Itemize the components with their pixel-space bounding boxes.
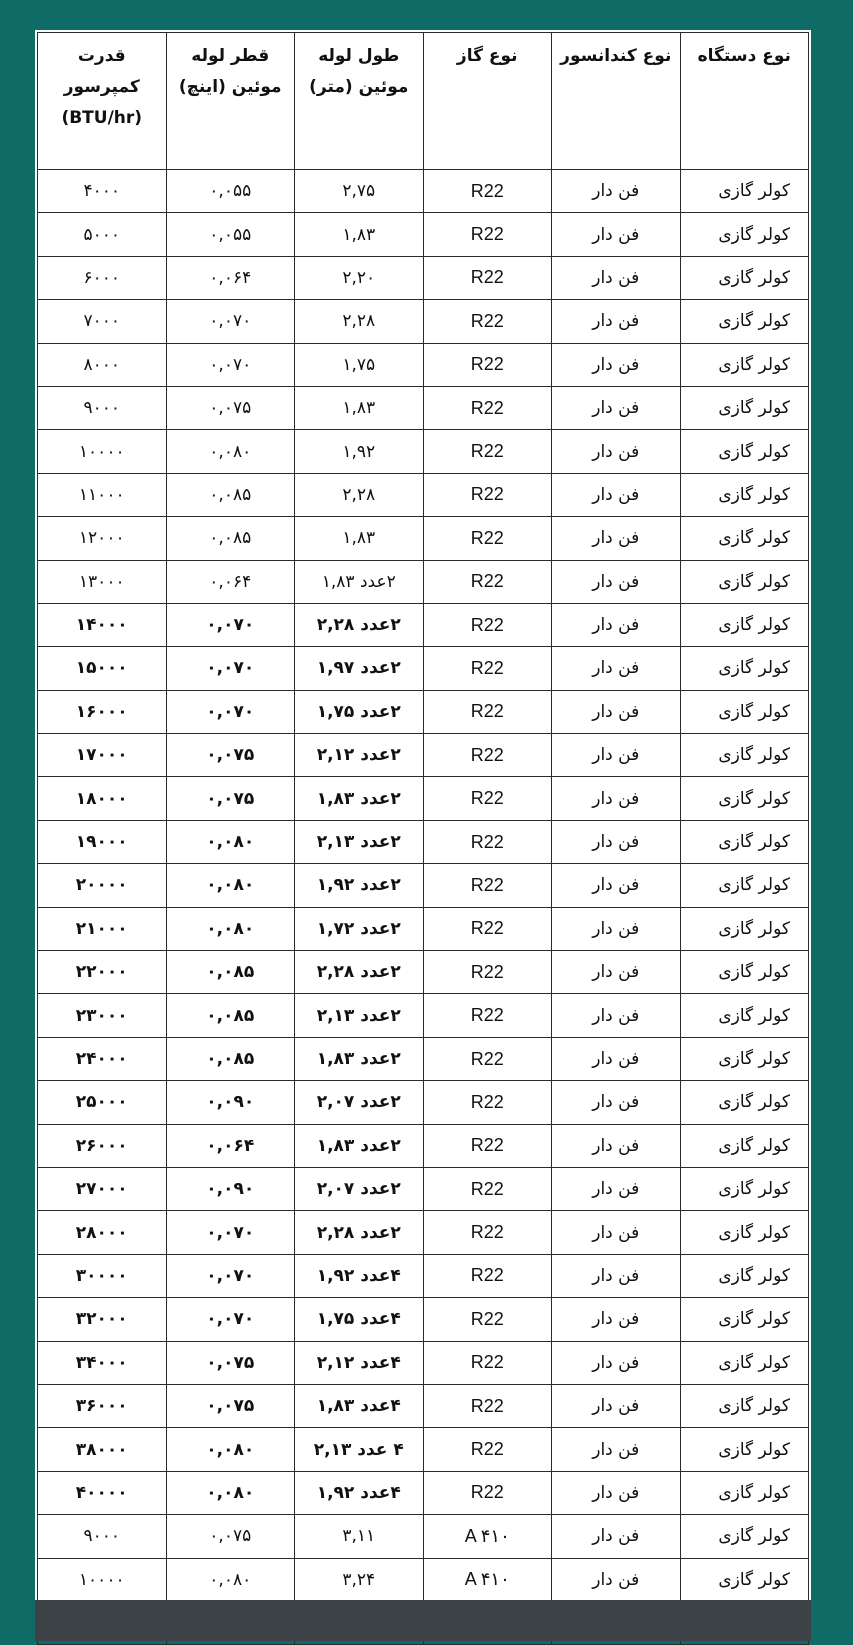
cell-tube-length: ۲عدد ۲,۰۷ — [295, 1167, 424, 1210]
table-row — [38, 864, 809, 907]
cell-tube-length: ۴عدد ۱,۹۲ — [295, 1471, 424, 1514]
cell-condenser-type: فن دار — [552, 690, 681, 733]
cell-compressor-power: ۲۷۰۰۰ — [38, 1167, 167, 1210]
cell-tube-diameter: ۰,۰۷۵ — [166, 1341, 295, 1384]
cell-gas-type: R22 — [423, 1254, 552, 1297]
cell-device-type: کولر گازی — [680, 1471, 809, 1514]
cell-gas-type: R22 — [423, 777, 552, 820]
cell-condenser-type: فن دار — [552, 386, 681, 429]
cell-gas-type: R22 — [423, 1428, 552, 1471]
table-row — [38, 1124, 809, 1167]
cell-compressor-power: ۳۴۰۰۰ — [38, 1341, 167, 1384]
table-row — [38, 734, 809, 777]
cell-condenser-type: فن دار — [552, 213, 681, 256]
cell-condenser-type: فن دار — [552, 300, 681, 343]
cell-gas-type: R22 — [423, 1037, 552, 1080]
cell-tube-length: ۲,۷۵ — [295, 170, 424, 213]
cell-gas-type: R22 — [423, 994, 552, 1037]
table-row — [38, 994, 809, 1037]
cell-tube-length: ۲عدد ۱,۸۳ — [295, 560, 424, 603]
cell-tube-length: ۲عدد ۲,۱۳ — [295, 994, 424, 1037]
cell-condenser-type: فن دار — [552, 473, 681, 516]
cell-gas-type: R22 — [423, 473, 552, 516]
cell-compressor-power: ۳۶۰۰۰ — [38, 1384, 167, 1427]
cell-condenser-type: فن دار — [552, 734, 681, 777]
cell-tube-diameter: ۰,۰۷۰ — [166, 1211, 295, 1254]
cell-tube-diameter: ۰,۰۸۰ — [166, 820, 295, 863]
cell-device-type: کولر گازی — [680, 1254, 809, 1297]
cell-device-type: کولر گازی — [680, 473, 809, 516]
cell-tube-length: ۲عدد ۲,۱۳ — [295, 820, 424, 863]
cell-compressor-power: ۲۱۰۰۰ — [38, 907, 167, 950]
table-row — [38, 777, 809, 820]
cell-tube-diameter: ۰,۰۸۰ — [166, 430, 295, 473]
cell-tube-diameter: ۰,۰۷۵ — [166, 1515, 295, 1558]
cell-tube-diameter: ۰,۰۶۴ — [166, 560, 295, 603]
cell-gas-type: R22 — [423, 690, 552, 733]
cell-condenser-type: فن دار — [552, 1124, 681, 1167]
cell-device-type: کولر گازی — [680, 1298, 809, 1341]
table-row — [38, 603, 809, 646]
cell-tube-length: ۲,۲۰ — [295, 256, 424, 299]
cell-tube-diameter: ۰,۰۵۵ — [166, 170, 295, 213]
cell-tube-length: ۲عدد ۲,۲۸ — [295, 951, 424, 994]
cell-condenser-type: فن دار — [552, 907, 681, 950]
cell-compressor-power: ۲۵۰۰۰ — [38, 1081, 167, 1124]
cell-tube-length: ۲عدد ۲,۱۲ — [295, 734, 424, 777]
cell-device-type: کولر گازی — [680, 170, 809, 213]
cell-condenser-type: فن دار — [552, 1384, 681, 1427]
cell-tube-diameter: ۰,۰۷۵ — [166, 1384, 295, 1427]
header-row — [38, 33, 809, 170]
table-row — [38, 1558, 809, 1601]
cell-compressor-power: ۳۸۰۰۰ — [38, 1428, 167, 1471]
table-row — [38, 690, 809, 733]
cell-tube-diameter: ۰,۰۹۰ — [166, 1081, 295, 1124]
cell-device-type: کولر گازی — [680, 994, 809, 1037]
cell-tube-length: ۲عدد ۱,۸۳ — [295, 1037, 424, 1080]
cell-compressor-power: ۵۰۰۰ — [38, 213, 167, 256]
cell-condenser-type: فن دار — [552, 864, 681, 907]
cell-compressor-power: ۱۹۰۰۰ — [38, 820, 167, 863]
cell-tube-diameter: ۰,۰۷۰ — [166, 1298, 295, 1341]
cell-gas-type: R22 — [423, 1341, 552, 1384]
cell-tube-diameter: ۰,۰۷۵ — [166, 777, 295, 820]
cell-tube-length: ۱,۸۳ — [295, 213, 424, 256]
table-row — [38, 300, 809, 343]
cell-compressor-power: ۷۰۰۰ — [38, 300, 167, 343]
cell-device-type: کولر گازی — [680, 517, 809, 560]
cell-compressor-power: ۱۴۰۰۰ — [38, 603, 167, 646]
cell-device-type: کولر گازی — [680, 1428, 809, 1471]
cell-tube-length: ۴عدد ۱,۸۳ — [295, 1384, 424, 1427]
cell-device-type: کولر گازی — [680, 1384, 809, 1427]
cell-compressor-power: ۱۸۰۰۰ — [38, 777, 167, 820]
cell-device-type: کولر گازی — [680, 386, 809, 429]
table-row — [38, 473, 809, 516]
cell-tube-diameter: ۰,۰۸۵ — [166, 994, 295, 1037]
cell-condenser-type: فن دار — [552, 1254, 681, 1297]
cell-tube-diameter: ۰,۰۷۰ — [166, 1254, 295, 1297]
cell-tube-length: ۱,۸۳ — [295, 386, 424, 429]
cell-gas-type: R22 — [423, 907, 552, 950]
cell-gas-type: R22 — [423, 386, 552, 429]
cell-condenser-type: فن دار — [552, 1081, 681, 1124]
cell-tube-diameter: ۰,۰۵۵ — [166, 213, 295, 256]
cell-condenser-type: فن دار — [552, 777, 681, 820]
cell-condenser-type: فن دار — [552, 170, 681, 213]
cell-gas-type: R22 — [423, 1081, 552, 1124]
cell-gas-type: R22 — [423, 560, 552, 603]
cell-gas-type: R22 — [423, 734, 552, 777]
cell-compressor-power: ۱۶۰۰۰ — [38, 690, 167, 733]
cell-compressor-power: ۹۰۰۰ — [38, 1515, 167, 1558]
cell-device-type: کولر گازی — [680, 256, 809, 299]
cell-compressor-power: ۴۰۰۰ — [38, 170, 167, 213]
table-row — [38, 1384, 809, 1427]
cell-tube-diameter: ۰,۰۶۴ — [166, 1124, 295, 1167]
cell-tube-length: ۳,۲۴ — [295, 1558, 424, 1601]
cell-condenser-type: فن دار — [552, 256, 681, 299]
cell-tube-length: ۲عدد ۲,۲۸ — [295, 1211, 424, 1254]
cell-device-type: کولر گازی — [680, 1515, 809, 1558]
cell-device-type: کولر گازی — [680, 343, 809, 386]
cell-tube-diameter: ۰,۰۷۰ — [166, 343, 295, 386]
header-tube-length: طول لوله موئین (متر) — [295, 33, 424, 170]
cell-gas-type: R22 — [423, 603, 552, 646]
cell-gas-type: R22 — [423, 1384, 552, 1427]
table-row — [38, 343, 809, 386]
cell-device-type: کولر گازی — [680, 1558, 809, 1601]
cell-tube-diameter: ۰,۰۶۴ — [166, 256, 295, 299]
cell-tube-length: ۴عدد ۱,۹۲ — [295, 1254, 424, 1297]
table-row — [38, 170, 809, 213]
cell-condenser-type: فن دار — [552, 1037, 681, 1080]
header-compressor-power: قدرت کمپرسور (BTU/hr) — [38, 33, 167, 170]
cell-compressor-power: ۲۲۰۰۰ — [38, 951, 167, 994]
cell-tube-length: ۲عدد ۲,۰۷ — [295, 1081, 424, 1124]
cell-gas-type: R22 — [423, 170, 552, 213]
cell-device-type: کولر گازی — [680, 864, 809, 907]
cell-condenser-type: فن دار — [552, 1298, 681, 1341]
table-row — [38, 1211, 809, 1254]
header-device-type: نوع دستگاه — [680, 33, 809, 170]
cell-tube-length: ۴عدد ۲,۱۲ — [295, 1341, 424, 1384]
table-row — [38, 1037, 809, 1080]
cell-condenser-type: فن دار — [552, 1167, 681, 1210]
cell-gas-type: R22 — [423, 1167, 552, 1210]
cell-gas-type: R22 — [423, 951, 552, 994]
cell-compressor-power: ۳۲۰۰۰ — [38, 1298, 167, 1341]
cell-compressor-power: ۳۰۰۰۰ — [38, 1254, 167, 1297]
cell-tube-diameter: ۰,۰۸۰ — [166, 1428, 295, 1471]
header-tube-diameter: قطر لوله موئین (اینچ) — [166, 33, 295, 170]
cell-condenser-type: فن دار — [552, 517, 681, 560]
cell-tube-diameter: ۰,۰۸۵ — [166, 1037, 295, 1080]
header-condenser-type: نوع کندانسور — [552, 33, 681, 170]
cell-compressor-power: ۱۷۰۰۰ — [38, 734, 167, 777]
document-page — [35, 30, 811, 1622]
cell-gas-type: R22 — [423, 256, 552, 299]
cell-compressor-power: ۲۰۰۰۰ — [38, 864, 167, 907]
cell-gas-type: R22 — [423, 517, 552, 560]
cell-compressor-power: ۶۰۰۰ — [38, 256, 167, 299]
cell-compressor-power: ۴۰۰۰۰ — [38, 1471, 167, 1514]
cell-tube-diameter: ۰,۰۹۰ — [166, 1167, 295, 1210]
cell-condenser-type: فن دار — [552, 343, 681, 386]
cell-device-type: کولر گازی — [680, 213, 809, 256]
cell-gas-type: R22 — [423, 820, 552, 863]
cell-device-type: کولر گازی — [680, 603, 809, 646]
cell-compressor-power: ۱۲۰۰۰ — [38, 517, 167, 560]
cell-tube-length: ۲,۲۸ — [295, 473, 424, 516]
cell-gas-type: R22 — [423, 213, 552, 256]
cell-gas-type: R22 — [423, 1471, 552, 1514]
cell-tube-length: ۴عدد ۱,۷۵ — [295, 1298, 424, 1341]
table-row — [38, 647, 809, 690]
cell-tube-length: ۲عدد ۱,۸۳ — [295, 777, 424, 820]
cell-compressor-power: ۲۸۰۰۰ — [38, 1211, 167, 1254]
cell-device-type: کولر گازی — [680, 1037, 809, 1080]
table-row — [38, 386, 809, 429]
cell-gas-type: R22 — [423, 1211, 552, 1254]
cell-tube-diameter: ۰,۰۷۰ — [166, 647, 295, 690]
cell-device-type: کولر گازی — [680, 820, 809, 863]
cell-device-type: کولر گازی — [680, 734, 809, 777]
cell-device-type: کولر گازی — [680, 1167, 809, 1210]
cell-tube-diameter: ۰,۰۷۰ — [166, 690, 295, 733]
cell-device-type: کولر گازی — [680, 907, 809, 950]
table-row — [38, 1428, 809, 1471]
table-row — [38, 907, 809, 950]
table-row — [38, 820, 809, 863]
cell-device-type: کولر گازی — [680, 1124, 809, 1167]
capillary-tube-table — [37, 32, 809, 1645]
cell-tube-diameter: ۰,۰۸۰ — [166, 864, 295, 907]
cell-tube-length: ۱,۹۲ — [295, 430, 424, 473]
cell-device-type: کولر گازی — [680, 951, 809, 994]
cell-tube-diameter: ۰,۰۸۰ — [166, 1471, 295, 1514]
cell-compressor-power: ۸۰۰۰ — [38, 343, 167, 386]
cell-tube-length: ۲عدد ۱,۷۲ — [295, 907, 424, 950]
cell-gas-type: R22 — [423, 647, 552, 690]
cell-tube-diameter: ۰,۰۸۵ — [166, 951, 295, 994]
cell-compressor-power: ۱۰۰۰۰ — [38, 1558, 167, 1601]
cell-device-type: کولر گازی — [680, 1211, 809, 1254]
cell-gas-type: R22 — [423, 864, 552, 907]
cell-condenser-type: فن دار — [552, 1515, 681, 1558]
cell-condenser-type: فن دار — [552, 560, 681, 603]
table-row — [38, 560, 809, 603]
table-row — [38, 951, 809, 994]
cell-tube-diameter: ۰,۰۷۰ — [166, 300, 295, 343]
cell-compressor-power: ۱۱۰۰۰ — [38, 473, 167, 516]
cell-tube-length: ۲,۲۸ — [295, 300, 424, 343]
cell-compressor-power: ۱۳۰۰۰ — [38, 560, 167, 603]
cell-condenser-type: فن دار — [552, 1428, 681, 1471]
cell-gas-type: R22 — [423, 430, 552, 473]
cell-device-type: کولر گازی — [680, 777, 809, 820]
cell-compressor-power: ۱۰۰۰۰ — [38, 430, 167, 473]
cell-gas-type: R22 — [423, 1124, 552, 1167]
cell-condenser-type: فن دار — [552, 1341, 681, 1384]
cell-tube-length: ۲عدد ۲,۲۸ — [295, 603, 424, 646]
table-row — [38, 1167, 809, 1210]
cell-condenser-type: فن دار — [552, 820, 681, 863]
cell-condenser-type: فن دار — [552, 994, 681, 1037]
cell-gas-type: A ۴۱۰ — [423, 1515, 552, 1558]
cell-tube-diameter: ۰,۰۸۵ — [166, 517, 295, 560]
footer-bar — [35, 1600, 811, 1641]
cell-tube-length: ۳,۱۱ — [295, 1515, 424, 1558]
table-row — [38, 1081, 809, 1124]
cell-tube-length: ۲عدد ۱,۹۲ — [295, 864, 424, 907]
cell-condenser-type: فن دار — [552, 1211, 681, 1254]
cell-device-type: کولر گازی — [680, 560, 809, 603]
cell-tube-diameter: ۰,۰۷۰ — [166, 603, 295, 646]
cell-gas-type: A ۴۱۰ — [423, 1558, 552, 1601]
cell-device-type: کولر گازی — [680, 647, 809, 690]
cell-gas-type: R22 — [423, 300, 552, 343]
cell-condenser-type: فن دار — [552, 603, 681, 646]
cell-condenser-type: فن دار — [552, 1471, 681, 1514]
cell-condenser-type: فن دار — [552, 951, 681, 994]
table-row — [38, 1471, 809, 1514]
table-row — [38, 430, 809, 473]
cell-tube-diameter: ۰,۰۸۰ — [166, 907, 295, 950]
cell-tube-length: ۲عدد ۱,۸۳ — [295, 1124, 424, 1167]
cell-gas-type: R22 — [423, 343, 552, 386]
cell-condenser-type: فن دار — [552, 1558, 681, 1601]
cell-tube-length: ۲عدد ۱,۷۵ — [295, 690, 424, 733]
cell-tube-diameter: ۰,۰۸۵ — [166, 473, 295, 516]
cell-device-type: کولر گازی — [680, 1341, 809, 1384]
cell-tube-diameter: ۰,۰۸۰ — [166, 1558, 295, 1601]
cell-gas-type: R22 — [423, 1298, 552, 1341]
cell-tube-diameter: ۰,۰۷۵ — [166, 386, 295, 429]
cell-compressor-power: ۹۰۰۰ — [38, 386, 167, 429]
cell-compressor-power: ۲۶۰۰۰ — [38, 1124, 167, 1167]
cell-condenser-type: فن دار — [552, 430, 681, 473]
cell-device-type: کولر گازی — [680, 690, 809, 733]
table-row — [38, 1298, 809, 1341]
cell-tube-length: ۱,۷۵ — [295, 343, 424, 386]
cell-tube-length: ۲عدد ۱,۹۷ — [295, 647, 424, 690]
cell-device-type: کولر گازی — [680, 300, 809, 343]
cell-condenser-type: فن دار — [552, 647, 681, 690]
table-row — [38, 517, 809, 560]
table-row — [38, 1341, 809, 1384]
cell-device-type: کولر گازی — [680, 430, 809, 473]
cell-tube-length: ۴ عدد ۲,۱۳ — [295, 1428, 424, 1471]
cell-compressor-power: ۲۳۰۰۰ — [38, 994, 167, 1037]
table-row — [38, 1254, 809, 1297]
table-row — [38, 1515, 809, 1558]
cell-compressor-power: ۱۵۰۰۰ — [38, 647, 167, 690]
cell-compressor-power: ۲۴۰۰۰ — [38, 1037, 167, 1080]
table-row — [38, 213, 809, 256]
cell-tube-diameter: ۰,۰۷۵ — [166, 734, 295, 777]
cell-tube-length: ۱,۸۳ — [295, 517, 424, 560]
header-gas-type: نوع گاز — [423, 33, 552, 170]
cell-device-type: کولر گازی — [680, 1081, 809, 1124]
table-row — [38, 256, 809, 299]
